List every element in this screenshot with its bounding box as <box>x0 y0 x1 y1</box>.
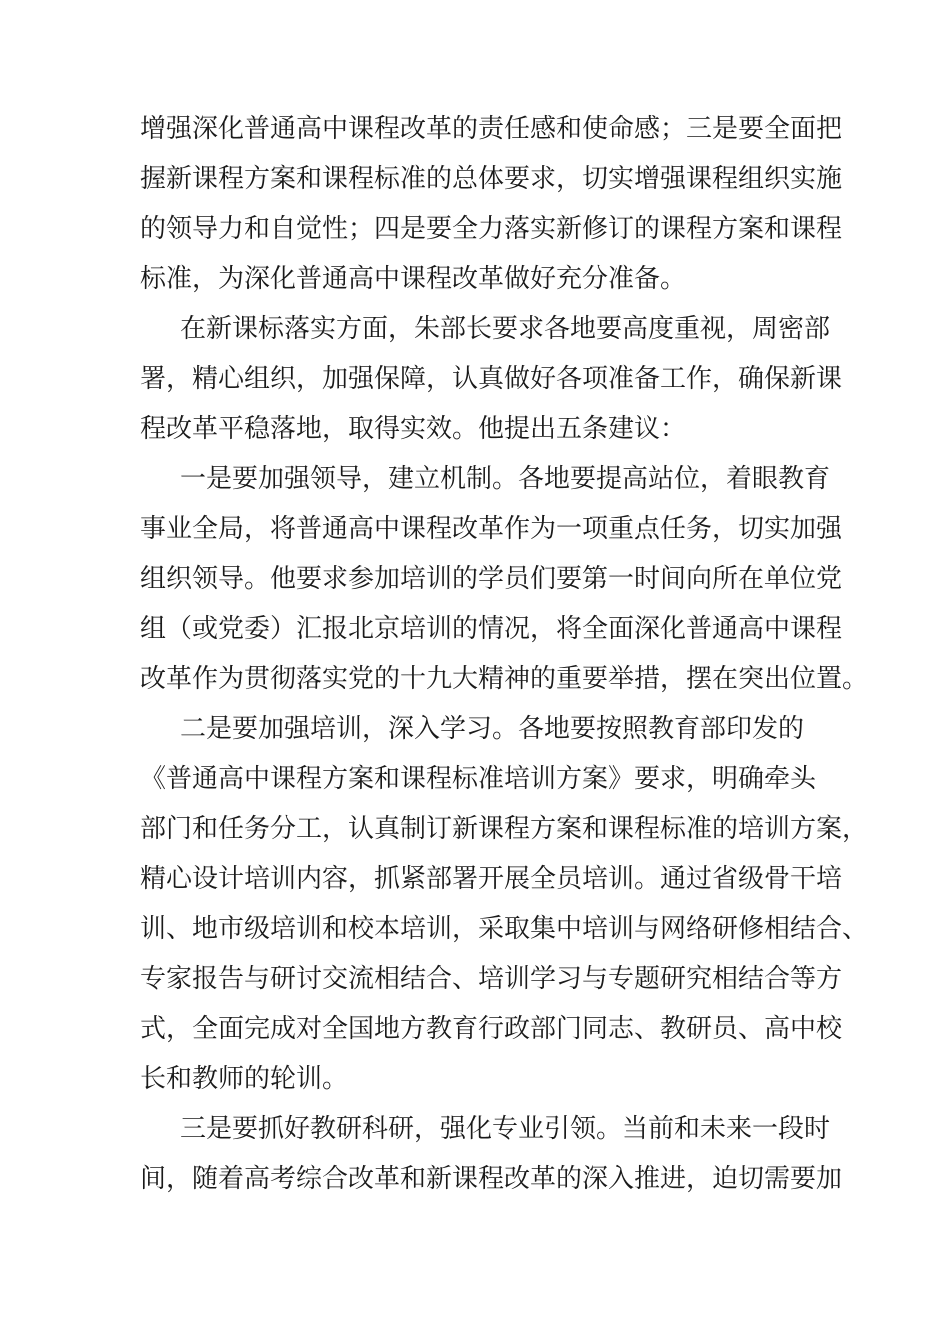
text-line: 间，随着高考综合改革和新课程改革的深入推进，迫切需要加 <box>140 1164 843 1194</box>
text-line: 组织领导。他要求参加培训的学员们要第一时间向所在单位党 <box>140 564 843 594</box>
paragraph-first-line: 在新课标落实方面，朱部长要求各地要高度重视，周密部 <box>180 314 831 344</box>
text-line: 事业全局，将普通高中课程改革作为一项重点任务，切实加强 <box>140 514 843 544</box>
text-line: 长和教师的轮训。 <box>140 1064 349 1094</box>
paragraph-first-line: 一是要加强领导，建立机制。各地要提高站位，着眼教育 <box>180 464 831 494</box>
paragraph-first-line: 二是要加强培训，深入学习。各地要按照教育部印发的 <box>180 714 805 744</box>
paragraph-first-line: 三是要抓好教研科研，强化专业引领。当前和未来一段时 <box>180 1114 831 1144</box>
text-line: 训、地市级培训和校本培训，采取集中培训与网络研修相结合、 <box>140 914 869 944</box>
text-line: 精心设计培训内容，抓紧部署开展全员培训。通过省级骨干培 <box>140 864 843 894</box>
text-line: 增强深化普通高中课程改革的责任感和使命感；三是要全面把 <box>140 114 843 144</box>
text-line: 部门和任务分工，认真制订新课程方案和课程标准的培训方案， <box>140 814 869 844</box>
text-line: 式，全面完成对全国地方教育行政部门同志、教研员、高中校 <box>140 1014 843 1044</box>
text-line: 标准，为深化普通高中课程改革做好充分准备。 <box>140 264 687 294</box>
text-line: 署，精心组织，加强保障，认真做好各项准备工作，确保新课 <box>140 364 843 394</box>
text-line: 《普通高中课程方案和课程标准培训方案》要求，明确牵头 <box>140 764 817 794</box>
text-line: 的领导力和自觉性；四是要全力落实新修订的课程方案和课程 <box>140 214 843 244</box>
text-line: 专家报告与研讨交流相结合、培训学习与专题研究相结合等方 <box>140 964 843 994</box>
document-body <box>140 104 869 1204</box>
text-line: 改革作为贯彻落实党的十九大精神的重要举措，摆在突出位置。 <box>140 664 869 694</box>
text-line: 组（或党委）汇报北京培训的情况，将全面深化普通高中课程 <box>140 614 843 644</box>
text-line: 握新课程方案和课程标准的总体要求，切实增强课程组织实施 <box>140 164 843 194</box>
text-line: 程改革平稳落地，取得实效。他提出五条建议： <box>140 414 687 444</box>
